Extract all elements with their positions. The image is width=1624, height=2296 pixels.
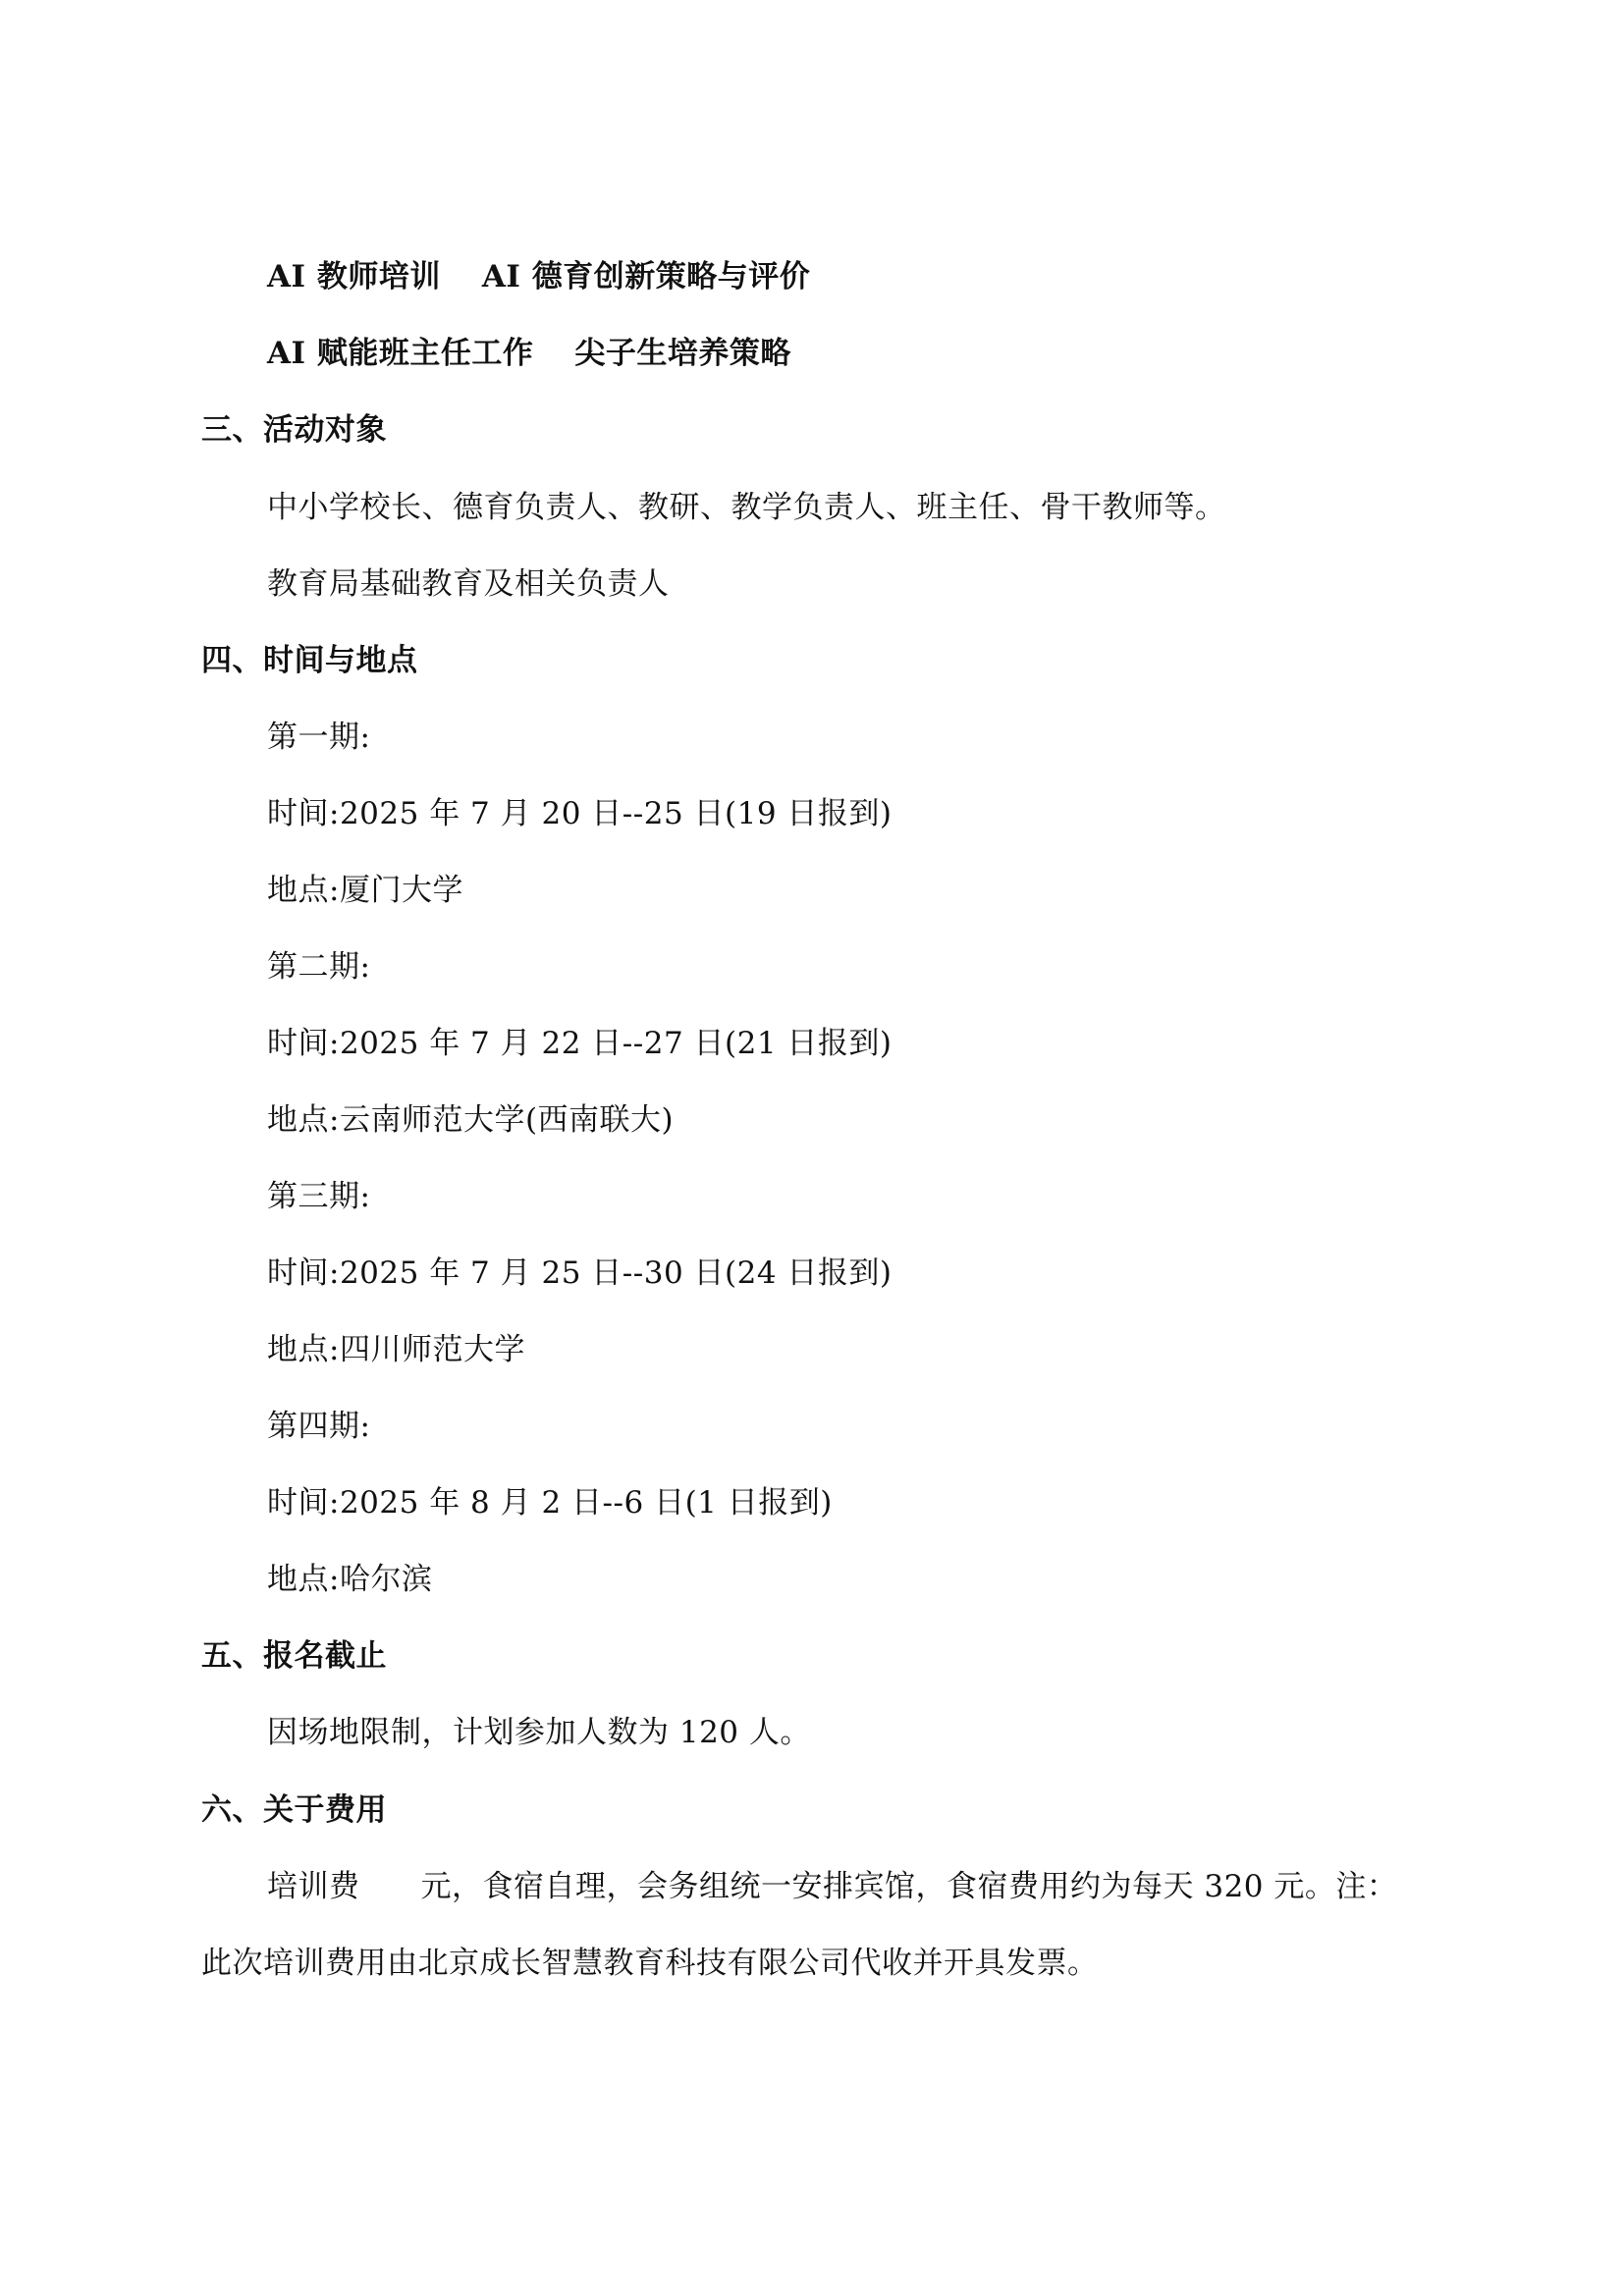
topic-ai-moral-education: AI 德育创新策略与评价 xyxy=(481,259,811,294)
topic-ai-class-teacher: AI 赋能班主任工作 xyxy=(267,336,534,371)
session-time: 时间:2025 年 8 月 2 日--6 日(1 日报到) xyxy=(267,1485,833,1521)
session-place: 地点:四川师范大学 xyxy=(267,1332,525,1367)
session-label: 第二期: xyxy=(267,949,371,985)
session-place: 地点:云南师范大学(西南联大) xyxy=(267,1102,675,1138)
fee-label: 培训费 xyxy=(267,1869,360,1904)
session-time: 时间:2025 年 7 月 20 日--25 日(19 日报到) xyxy=(267,796,893,831)
fee-paragraph-line-1 xyxy=(267,1867,1397,1906)
fee-paragraph-line-2: 此次培训费用由北京成长智慧教育科技有限公司代收并开具发票。 xyxy=(201,1946,1099,1981)
topic-row-2 xyxy=(267,334,791,373)
section-heading-time-place: 四、时间与地点 xyxy=(201,643,418,678)
session-place: 地点:哈尔滨 xyxy=(267,1562,433,1597)
session-label: 第四期: xyxy=(267,1409,371,1444)
session-label: 第一期: xyxy=(267,720,371,755)
fee-details: 元，食宿自理，会务组统一安排宾馆，食宿费用约为每天 320 元。注： xyxy=(420,1869,1398,1904)
session-time: 时间:2025 年 7 月 25 日--30 日(24 日报到) xyxy=(267,1255,893,1291)
session-place: 地点:厦门大学 xyxy=(267,873,463,908)
section-heading-fees: 六、关于费用 xyxy=(201,1792,387,1828)
section-heading-registration-deadline: 五、报名截止 xyxy=(201,1638,387,1674)
topic-ai-teacher-training: AI 教师培训 xyxy=(267,259,441,294)
topic-top-student-strategy: 尖子生培养策略 xyxy=(574,336,791,371)
topic-row-1 xyxy=(267,257,810,296)
session-time: 时间:2025 年 7 月 22 日--27 日(21 日报到) xyxy=(267,1026,893,1061)
paragraph-line: 因场地限制，计划参加人数为 120 人。 xyxy=(267,1715,811,1750)
paragraph-line: 教育局基础教育及相关负责人 xyxy=(267,566,670,602)
section-heading-participants: 三、活动对象 xyxy=(201,412,387,448)
paragraph-line: 中小学校长、德育负责人、教研、教学负责人、班主任、骨干教师等。 xyxy=(267,490,1226,525)
session-label: 第三期: xyxy=(267,1179,371,1214)
